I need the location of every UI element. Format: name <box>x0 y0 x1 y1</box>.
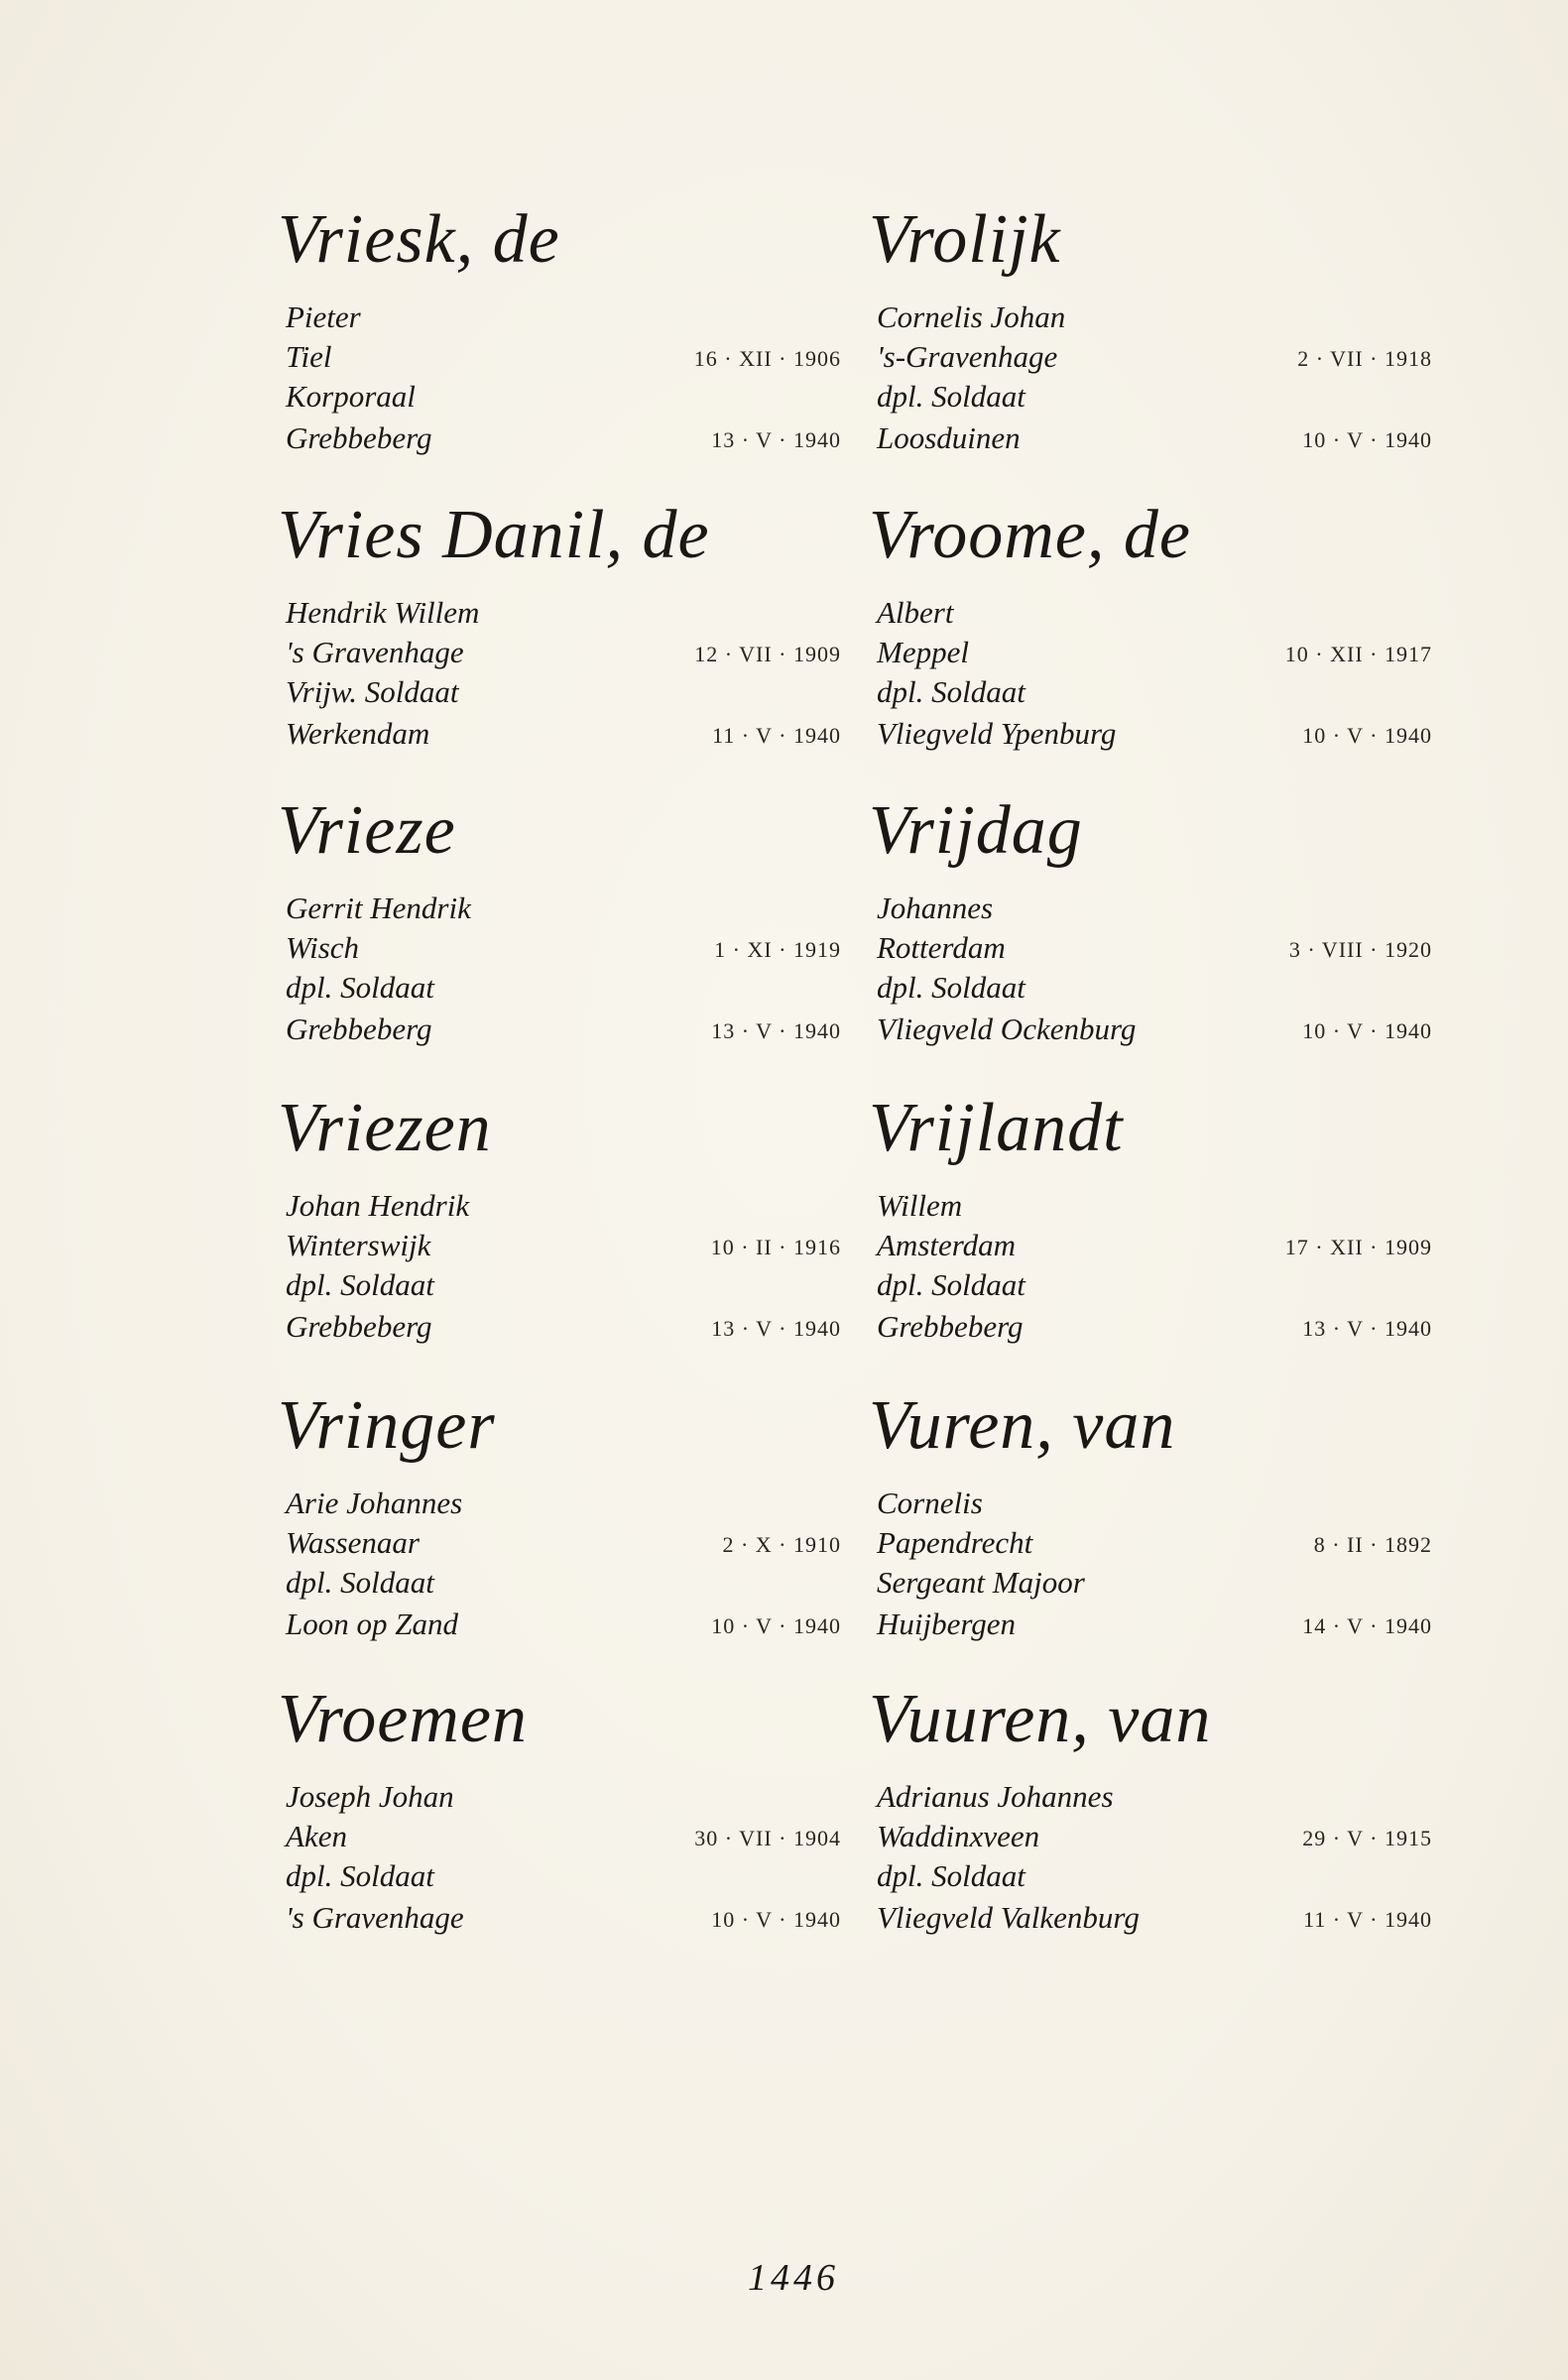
surname: Vrolijk <box>869 201 1061 278</box>
first-names: Johan Hendrik <box>286 1188 470 1223</box>
death-place: Grebbeberg <box>286 1012 432 1046</box>
rank: dpl. Soldaat <box>877 1267 1025 1302</box>
birth-date: 10 · II · 1916 <box>710 1235 841 1259</box>
rank: Korporaal <box>286 379 416 414</box>
death-line <box>286 418 841 458</box>
surname: Vriezen <box>278 1090 492 1166</box>
birth-line <box>877 337 1432 377</box>
entry <box>869 1087 1452 1374</box>
birth-date: 16 · XII · 1906 <box>693 346 841 371</box>
entry <box>278 494 861 781</box>
surname: Vroemen <box>278 1681 528 1757</box>
birth-date: 29 · V · 1915 <box>1302 1826 1432 1850</box>
rank: dpl. Soldaat <box>286 1565 434 1600</box>
birthplace: Aken <box>286 1819 347 1853</box>
first-names: Adrianus Johannes <box>877 1779 1114 1814</box>
death-place: Vliegveld Ypenburg <box>877 716 1117 751</box>
death-date: 10 · V · 1940 <box>1302 1018 1432 1043</box>
birth-line <box>286 1226 841 1265</box>
first-names-line <box>877 1777 1432 1817</box>
death-date: 14 · V · 1940 <box>1302 1613 1432 1638</box>
birth-line <box>286 1523 841 1563</box>
rank-line <box>286 377 841 416</box>
birth-line <box>877 633 1432 672</box>
birth-date: 8 · II · 1892 <box>1313 1532 1432 1557</box>
entry <box>278 1678 861 1965</box>
birth-date: 2 · X · 1910 <box>722 1532 841 1557</box>
birthplace: Waddinxveen <box>877 1819 1040 1853</box>
surname: Vuren, van <box>869 1387 1176 1464</box>
surname: Vrijlandt <box>869 1090 1124 1166</box>
first-names: Johannes <box>877 891 994 925</box>
death-place: Huijbergen <box>877 1606 1017 1641</box>
entry <box>869 198 1452 486</box>
rank: dpl. Soldaat <box>286 970 434 1005</box>
birthplace: Tiel <box>286 339 332 374</box>
death-line <box>877 1010 1432 1049</box>
death-date: 10 · V · 1940 <box>1302 723 1432 748</box>
rank: Vrijw. Soldaat <box>286 674 459 709</box>
rank-line <box>877 1265 1432 1305</box>
rank: dpl. Soldaat <box>286 1858 434 1893</box>
birth-date: 17 · XII · 1909 <box>1284 1235 1432 1259</box>
first-names-line <box>877 889 1432 928</box>
birth-line <box>286 928 841 968</box>
first-names-line <box>877 1484 1432 1523</box>
first-names: Cornelis Johan <box>877 299 1066 334</box>
page-number: 1446 <box>748 2257 839 2299</box>
entry <box>278 1087 861 1374</box>
birth-date: 10 · XII · 1917 <box>1284 642 1432 666</box>
rank: Sergeant Majoor <box>877 1565 1085 1600</box>
birth-date: 30 · VII · 1904 <box>694 1826 841 1850</box>
death-line <box>877 1307 1432 1347</box>
death-place: Grebbeberg <box>286 420 432 455</box>
death-line <box>877 418 1432 458</box>
birth-date: 2 · VII · 1918 <box>1297 346 1432 371</box>
rank-line <box>286 1563 841 1603</box>
death-date: 11 · V · 1940 <box>712 723 841 748</box>
first-names-line <box>877 298 1432 337</box>
first-names: Joseph Johan <box>286 1779 454 1814</box>
rank: dpl. Soldaat <box>877 970 1025 1005</box>
death-place: Vliegveld Ockenburg <box>877 1012 1137 1046</box>
birthplace: Papendrecht <box>877 1525 1033 1560</box>
first-names-line <box>286 593 841 633</box>
entry <box>869 789 1452 1077</box>
rank: dpl. Soldaat <box>877 1858 1025 1893</box>
entry <box>278 789 861 1077</box>
first-names: Pieter <box>286 299 361 334</box>
entry <box>278 1384 861 1672</box>
birthplace: Wisch <box>286 930 360 965</box>
first-names: Arie Johannes <box>286 1486 463 1520</box>
rank-line <box>877 1563 1432 1603</box>
first-names-line <box>286 1777 841 1817</box>
first-names-line <box>877 1186 1432 1226</box>
death-line <box>286 714 841 754</box>
death-date: 13 · V · 1940 <box>711 427 841 452</box>
death-line <box>877 1898 1432 1938</box>
first-names-line <box>286 1186 841 1226</box>
surname: Vrieze <box>278 792 456 869</box>
death-place: Loosduinen <box>877 420 1021 455</box>
surname: Vringer <box>278 1387 496 1464</box>
birthplace: Amsterdam <box>877 1228 1017 1262</box>
death-place: Grebbeberg <box>877 1309 1024 1344</box>
surname: Vuuren, van <box>869 1681 1212 1757</box>
entry <box>869 494 1452 781</box>
first-names: Willem <box>877 1188 963 1223</box>
death-line <box>877 1605 1432 1644</box>
birthplace: Winterswijk <box>286 1228 431 1262</box>
birth-line <box>286 1817 841 1856</box>
birth-date: 12 · VII · 1909 <box>694 642 841 666</box>
death-date: 10 · V · 1940 <box>1302 427 1432 452</box>
birth-date: 1 · XI · 1919 <box>714 937 841 962</box>
birth-line <box>286 337 841 377</box>
birth-line <box>877 1523 1432 1563</box>
death-place: Werkendam <box>286 716 430 751</box>
birth-line <box>877 1817 1432 1856</box>
birthplace: Rotterdam <box>877 930 1006 965</box>
birth-line <box>286 633 841 672</box>
first-names-line <box>286 889 841 928</box>
first-names-line <box>286 1484 841 1523</box>
birthplace: 's Gravenhage <box>286 635 464 669</box>
rank-line <box>286 1265 841 1305</box>
death-date: 13 · V · 1940 <box>1302 1316 1432 1341</box>
rank-line <box>286 672 841 712</box>
surname: Vriesk, de <box>278 201 560 278</box>
rank-line <box>877 968 1432 1008</box>
death-line <box>877 714 1432 754</box>
rank-line <box>286 968 841 1008</box>
death-line <box>286 1307 841 1347</box>
birthplace: Meppel <box>877 635 969 669</box>
rank-line <box>286 1856 841 1896</box>
death-place: Vliegveld Valkenburg <box>877 1900 1140 1935</box>
death-line <box>286 1605 841 1644</box>
entry <box>278 198 861 486</box>
surname: Vroome, de <box>869 497 1191 573</box>
first-names: Albert <box>877 595 954 630</box>
entry <box>869 1384 1452 1672</box>
death-date: 10 · V · 1940 <box>711 1613 841 1638</box>
death-place: Grebbeberg <box>286 1309 432 1344</box>
rank: dpl. Soldaat <box>877 674 1025 709</box>
first-names-line <box>286 298 841 337</box>
rank: dpl. Soldaat <box>286 1267 434 1302</box>
first-names: Hendrik Willem <box>286 595 480 630</box>
birth-line <box>877 928 1432 968</box>
death-line <box>286 1898 841 1938</box>
death-line <box>286 1010 841 1049</box>
rank-line <box>877 1856 1432 1896</box>
birthplace: 's-Gravenhage <box>877 339 1058 374</box>
rank-line <box>877 377 1432 416</box>
death-place: 's Gravenhage <box>286 1900 464 1935</box>
entry <box>869 1678 1452 1965</box>
surname: Vries Danil, de <box>278 497 710 573</box>
birthplace: Wassenaar <box>286 1525 420 1560</box>
rank: dpl. Soldaat <box>877 379 1025 414</box>
birth-date: 3 · VIII · 1920 <box>1288 937 1432 962</box>
death-date: 13 · V · 1940 <box>711 1316 841 1341</box>
first-names-line <box>877 593 1432 633</box>
death-date: 13 · V · 1940 <box>711 1018 841 1043</box>
death-place: Loon op Zand <box>286 1606 458 1641</box>
death-date: 11 · V · 1940 <box>1303 1907 1432 1932</box>
first-names: Cornelis <box>877 1486 983 1520</box>
death-date: 10 · V · 1940 <box>711 1907 841 1932</box>
birth-line <box>877 1226 1432 1265</box>
first-names: Gerrit Hendrik <box>286 891 471 925</box>
surname: Vrijdag <box>869 792 1083 869</box>
rank-line <box>877 672 1432 712</box>
